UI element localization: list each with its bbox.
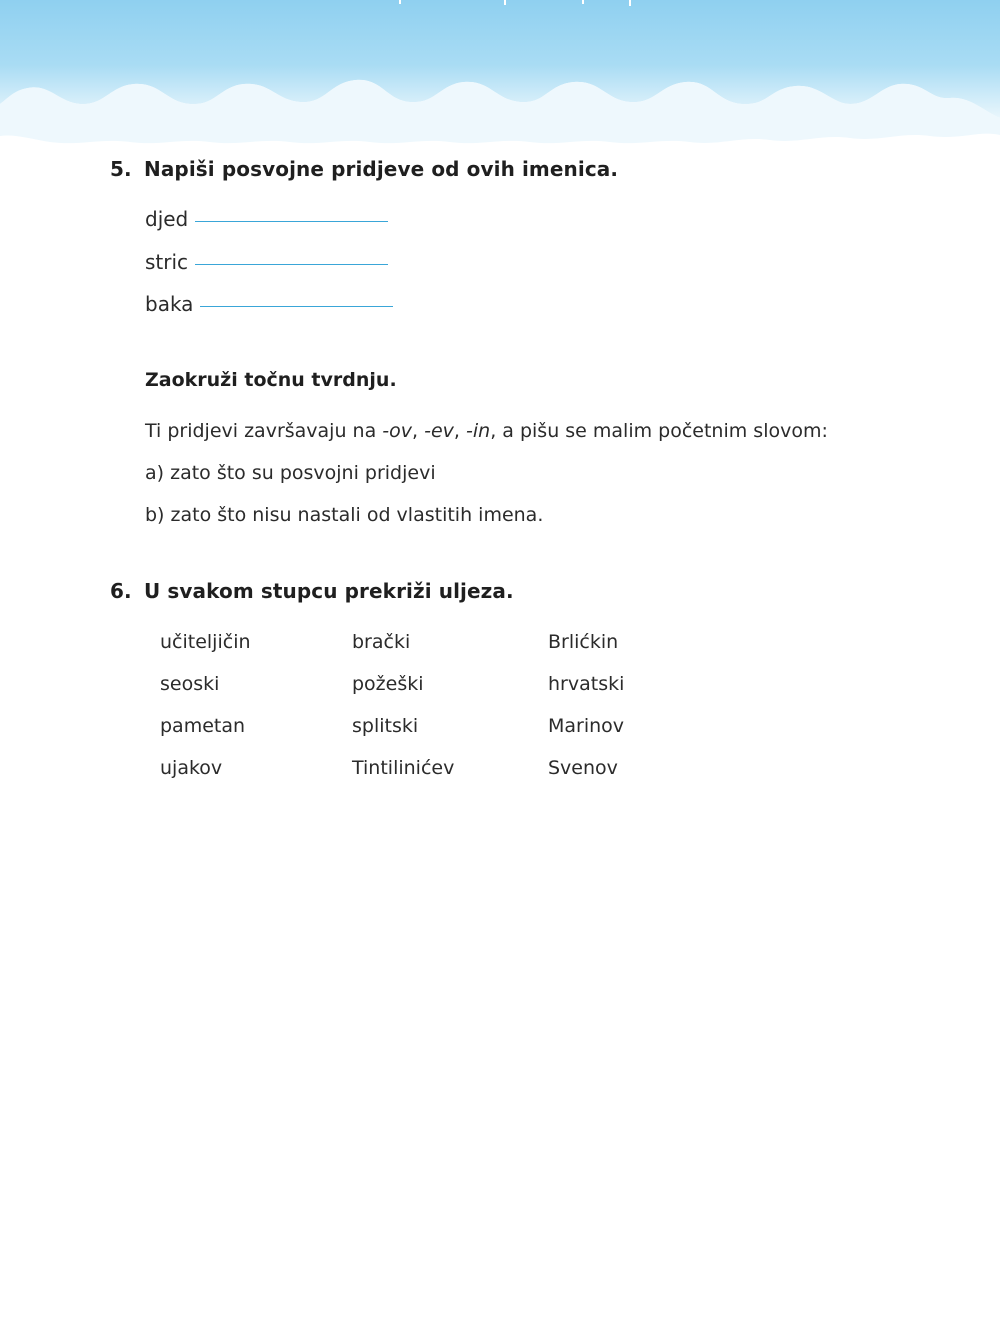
statement-text bbox=[145, 420, 828, 442]
circle-instruction: Zaokruži točnu tvrdnju. bbox=[145, 369, 397, 391]
word-row-stric bbox=[145, 250, 388, 274]
grid-word[interactable]: Tintilinićev bbox=[352, 757, 455, 779]
grid-word[interactable]: učiteljičin bbox=[160, 631, 251, 653]
option-b[interactable]: b) zato što nisu nastali od vlastitih imena. bbox=[145, 504, 544, 526]
word-label: stric bbox=[145, 250, 189, 274]
answer-line-baka[interactable] bbox=[200, 305, 393, 307]
separator: , bbox=[412, 420, 425, 442]
statement-rest: , a pišu se malim početnim slovom: bbox=[490, 420, 828, 442]
answer-line-djed[interactable] bbox=[195, 220, 388, 222]
grid-word[interactable]: pametan bbox=[160, 715, 246, 737]
separator: , bbox=[453, 420, 466, 442]
grid-word[interactable]: Svenov bbox=[548, 757, 618, 779]
grid-word[interactable]: Marinov bbox=[548, 715, 625, 737]
grid-word[interactable]: splitski bbox=[352, 715, 419, 737]
suffix-in: -in bbox=[466, 420, 491, 442]
option-a[interactable]: a) zato što su posvojni pridjevi bbox=[145, 462, 436, 484]
task-6-title-text: U svakom stupcu prekriži uljeza. bbox=[144, 579, 514, 603]
word-label: djed bbox=[145, 207, 189, 231]
task-5-title bbox=[110, 157, 618, 181]
task-6-title bbox=[110, 579, 514, 603]
task-5-number: 5. bbox=[110, 157, 132, 181]
grid-word[interactable]: seoski bbox=[160, 673, 220, 695]
sky-cloud-header bbox=[0, 0, 1000, 150]
grid-word[interactable]: brački bbox=[352, 631, 411, 653]
statement-prefix: Ti pridjevi završavaju na bbox=[145, 420, 383, 442]
grid-word[interactable]: hrvatski bbox=[548, 673, 625, 695]
suffix-ev: -ev bbox=[424, 420, 454, 442]
word-label: baka bbox=[145, 292, 194, 316]
word-row-baka bbox=[145, 292, 393, 316]
word-row-djed bbox=[145, 207, 388, 231]
grid-word[interactable]: Brlićkin bbox=[548, 631, 619, 653]
grid-word[interactable]: požeški bbox=[352, 673, 424, 695]
answer-line-stric[interactable] bbox=[195, 263, 388, 265]
task-6-number: 6. bbox=[110, 579, 132, 603]
task-5-title-text: Napiši posvojne pridjeve od ovih imenica. bbox=[144, 157, 619, 181]
grid-word[interactable]: ujakov bbox=[160, 757, 223, 779]
suffix-ov: -ov bbox=[382, 420, 413, 442]
